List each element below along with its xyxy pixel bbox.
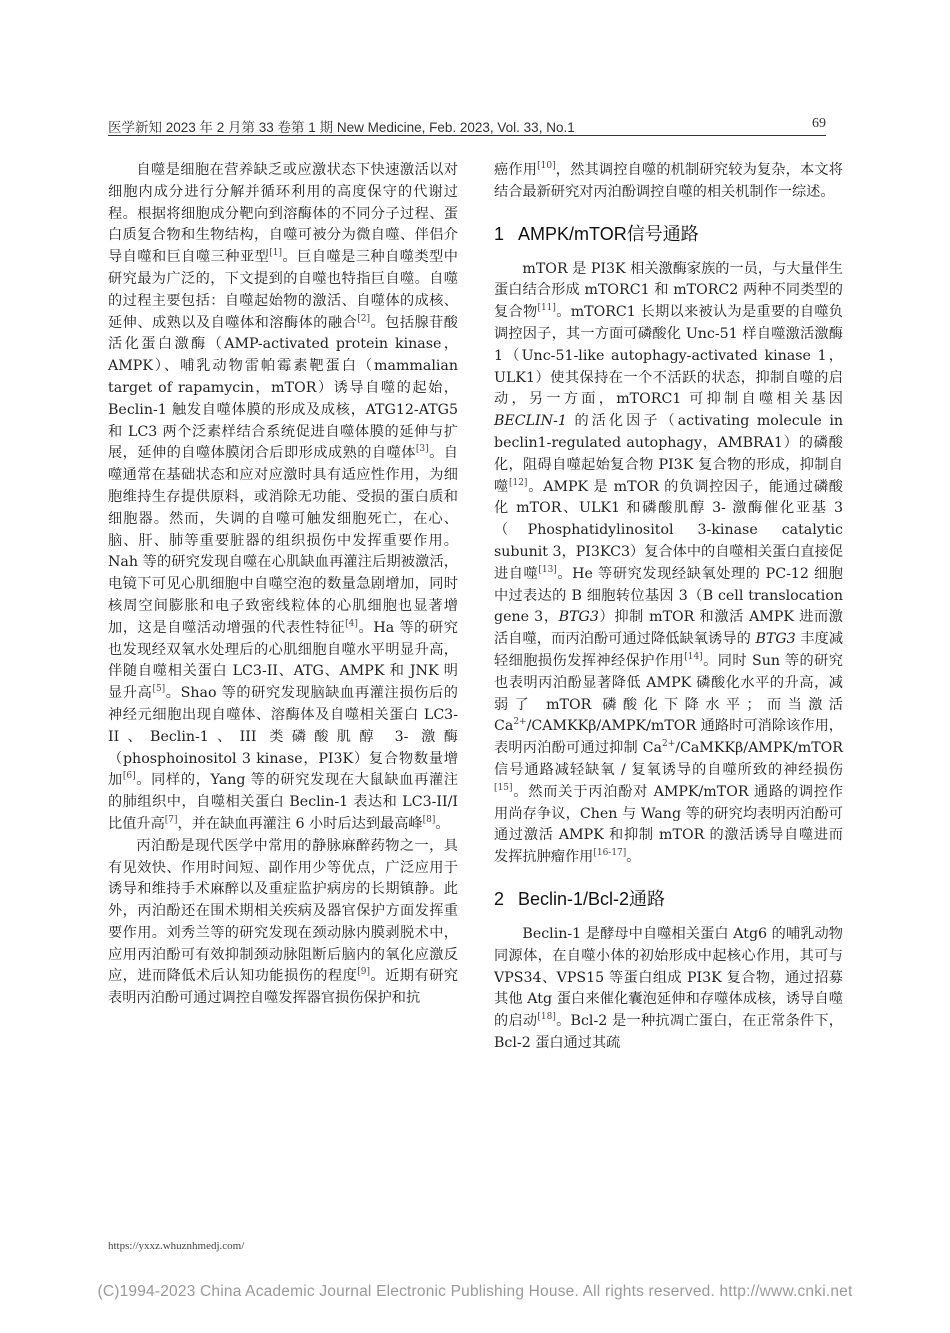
left-column: [108, 160, 458, 1010]
citation-ref[interactable]: [13]: [538, 564, 557, 575]
citation-ref[interactable]: [9]: [357, 967, 370, 978]
copyright-watermark: (C)1994-2023 China Academic Journal Electronic Publishing House. All rights reserved. http://www.cnki.net: [97, 1283, 853, 1300]
journal-citation: 医学新知 2023 年 2 月第 33 卷第 1 期 New Medicine, Feb. 2023, Vol. 33, No.1: [108, 120, 575, 135]
header-divider: [108, 135, 826, 136]
citation-ref[interactable]: [6]: [122, 771, 136, 782]
gene-name: BECLIN-1: [494, 413, 567, 430]
gene-name: BTG3: [558, 609, 599, 626]
citation-ref[interactable]: [3]: [415, 444, 429, 455]
citation-ref[interactable]: [11]: [537, 303, 556, 314]
citation-ref[interactable]: [10]: [537, 161, 556, 171]
section-heading-1: 1 AMPK/mTOR信号通路: [494, 223, 699, 244]
page-number: 69: [812, 116, 826, 131]
paragraph-continued: 癌作用[10]，然其调控自噬的机制研究较为复杂，本文将结合最新研究对丙泊酚调控自噬的相关机制作一综述。: [494, 161, 843, 200]
citation-ref[interactable]: [14]: [684, 651, 703, 662]
gene-name: BTG3: [755, 631, 796, 648]
right-column: [494, 160, 843, 1055]
citation-ref[interactable]: [1]: [269, 248, 283, 259]
ion-charge: 2+: [513, 717, 527, 728]
paragraph-beclin-bcl2: Beclin-1 是酵母中自噬相关蛋白 Atg6 的哺乳动物同源体，在自噬小体的初始形成中起核心作用，其可与 VPS34、VPS15 等蛋白组成 PI3K 复合物，通过招募其他 Atg 蛋白来催化囊泡延伸和存噬体成核，诱导自噬的启动[18]。Bcl-2 是一种抗凋亡蛋白，在正常条件下，Bcl-2 蛋白通过其疏: [494, 925, 843, 1051]
paragraph-propofol-intro: 丙泊酚是现代医学中常用的静脉麻醉药物之一，具有见效快、作用时间短、副作用少等优点，广泛应用于诱导和维持手术麻醉以及重症监护病房的长期镇静。此外，丙泊酚还在围术期相关疾病及器官保护方面发挥重要作用。刘秀兰等的研究发现在颈动脉内膜剥脱术中，应用丙泊酚可有效抑制颈动脉阻断后脑内的氧化应激反应，进而降低术后认知功能损伤的程度[9]。近期有研究表明丙泊酚可通过调控自噬发挥器官损伤保护和抗: [108, 837, 458, 1007]
citation-ref[interactable]: [12]: [508, 477, 528, 488]
section-heading-2: 2 Beclin-1/Bcl-2通路: [494, 888, 666, 909]
ion-charge: 2+: [661, 739, 676, 750]
citation-ref[interactable]: [15]: [494, 782, 513, 793]
journal-url-link[interactable]: https://yxxz.whuznhmedj.com/: [108, 1240, 245, 1252]
citation-ref[interactable]: [5]: [152, 684, 166, 695]
citation-ref[interactable]: [4]: [345, 618, 358, 629]
paragraph-ampk-mtor: mTOR 是 PI3K 相关激酶家族的一员，与大量伴生蛋白结合形成 mTORC1 和 mTORC2 两种不同类型的复合物[11]。mTORC1 长期以来被认为是重要的自噬负调控因子，其一方面可磷酸化 Unc-51 样自噬激活激酶 1（Unc-51-like autophagy-activated kinase 1，ULK1）使其保持在一个不活跃的状态，抑制自噬的启动，另一方面，mTORC1 可抑制自噬相关基因 BECLIN-1 的活化因子（activating molecule in beclin1-regulated autophagy，AMBRA1）的磷酸化，阻碍自噬起始复合物 PI3K 复合物的形成，抑制自噬[12]。AMPK 是 mTOR 的负调控因子，能通过磷酸化 mTOR、ULK1 和磷酸肌醇 3- 激酶催化亚基 3（Phosphatidylinositol 3-kinase catalytic subunit 3，PI3KC3）复合体中的自噬相关蛋白直接促进自噬[13]。He 等研究发现经缺氧处理的 PC-12 细胞中过表达的 B 细胞转位基因 3（B cell translocation gene 3，BTG3）抑制 mTOR 和激活 AMPK 进而激活自噬，而丙泊酚可通过降低缺氧诱导的 BTG3 丰度减轻细胞损伤发挥神经保护作用[14]。同时 Sun 等的研究也表明丙泊酚显著降低 AMPK 磷酸化水平的升高，减弱了 mTOR 磷酸化下降水平；而当激活 $Ca^{2+}/CAMKK\beta/AMPK$/mTOR 通路时可消除该作用，表明丙泊酚可通过抑制 $Ca^{2+}/CaMKK\beta/AMPK$/mTOR 信号通路减轻缺氧 / 复氧诱导的自噬所致的神经损伤[15]。然而关于丙泊酚对 AMPK/mTOR 通路的调控作用尚存争议，Chen 与 Wang 等的研究均表明丙泊酚可通过激活 AMPK 和抑制 mTOR 的激活诱导自噬进而发挥抗肿瘤作用[16-17]。: [494, 260, 844, 866]
citation-ref[interactable]: [16-17]: [593, 848, 627, 859]
citation-ref[interactable]: [18]: [537, 1012, 556, 1023]
paragraph-autophagy-intro: 自噬是细胞在营养缺乏或应激状态下快速激活以对细胞内成分进行分解并循环利用的高度保守的代谢过程。根据将细胞成分靶向到溶酶体的不同分子过程、蛋白质复合物和生物结构，自噬可被分为微自噬、伴侣介导自噬和巨自噬三种亚型[1]。巨自噬是三种自噬类型中研究最为广泛的，下文提到的自噬也特指巨自噬。自噬的过程主要包括：自噬起始物的激活、自噬体的成核、延伸、成熟以及自噬体和溶酶体的融合[2]。包括腺苷酸活化蛋白激酶（AMP-activated protein kinase，AMPK）、哺乳动物雷帕霉素靶蛋白（mammalian target of rapamycin，mTOR）诱导自噬的起始，Beclin-1 触发自噬体膜的形成及成核，ATG12-ATG5 和 LC3 两个泛素样结合系统促进自噬体膜的延伸与扩展，延伸的自噬体膜闭合后即形成成熟的自噬体[3]。自噬通常在基础状态和应对应激时具有适应性作用，为细胞维持生存提供原料，或消除无功能、受损的蛋白质和细胞器。然而，失调的自噬可触发细胞死亡，在心、脑、肝、肺等重要脏器的组织损伤中发挥重要作用。Nah 等的研究发现自噬在心肌缺血再灌注后期被激活，电镜下可见心肌细胞中自噬空泡的数量急剧增加，同时核周空间膨胀和电子致密线粒体的心肌细胞也显著增加，这是自噬活动增强的代表性特征[4]。Ha 等的研究也发现经双氧水处理后的心肌细胞自噬水平明显升高，伴随自噬相关蛋白 LC3-II、ATG、AMPK 和 JNK 明显升高[5]。Shao 等的研究发现脑缺血再灌注损伤后的神经元细胞出现自噬体、溶酶体及自噬相关蛋白 LC3-II、Beclin-1、III 类磷酸肌醇 3- 激酶（phosphoinositol 3 kinase，PI3K）复合物数量增加[6]。同样的，Yang 等的研究发现在大鼠缺血再灌注的肺组织中，自噬相关蛋白 Beclin-1 表达和 LC3-II/I 比值升高[7]，并在缺血再灌注 6 小时后达到最高峰[8]。: [108, 162, 458, 832]
citation-ref[interactable]: [7]: [164, 814, 178, 825]
citation-ref[interactable]: [2]: [357, 313, 370, 324]
citation-ref[interactable]: [8]: [422, 814, 436, 825]
